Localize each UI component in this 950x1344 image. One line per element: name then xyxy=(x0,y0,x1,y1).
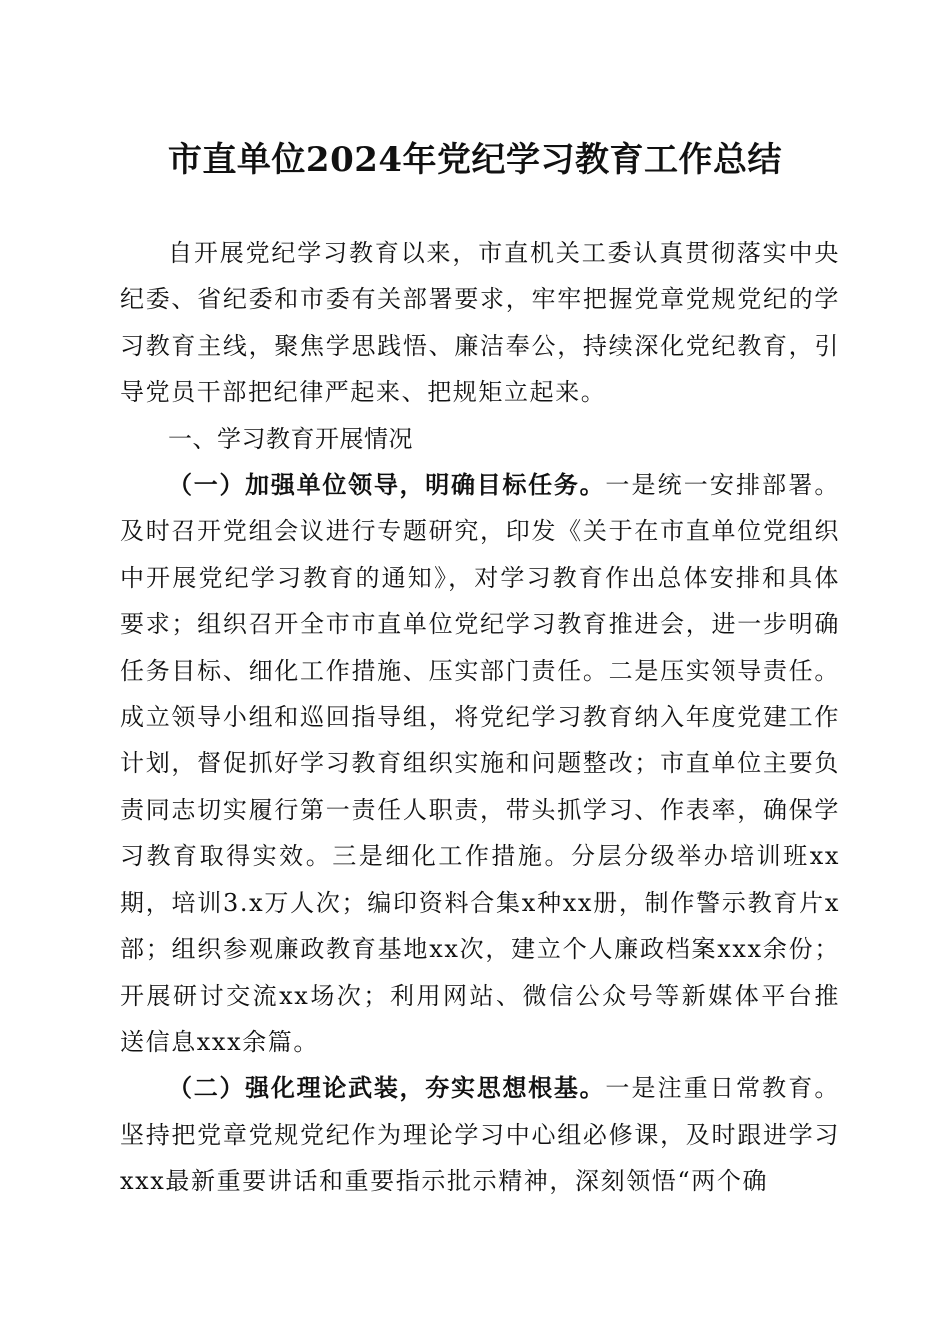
subsection-paragraph-1 xyxy=(120,462,840,1065)
subsection-lead-1: （一）加强单位领导，明确目标任务。 xyxy=(168,471,606,500)
subsection-text-1: 一是统一安排部署。及时召开党组会议进行专题研究，印发《关于在市直单位党组织中开展党纪学习教育的通知》，对学习教育作出总体安排和具体要求；组织召开全市市直单位党纪学习教育推进会，进一步明确任务目标、细化工作措施、压实部门责任。二是压实领导责任。成立领导小组和巡回指导组，将党纪学习教育纳入年度党建工作计划，督促抓好学习教育组织实施和问题整改；市直单位主要负责同志切实履行第一责任人职责，带头抓学习、作表率，确保学习教育取得实效。三是细化工作措施。分层分级举办培训班xx期，培训3.x万人次；编印资料合集x种xx册，制作警示教育片x部；组织参观廉政教育基地xx次，建立个人廉政档案xxx余份；开展研讨交流xx场次；利用网站、微信公众号等新媒体平台推送信息xxx余篇。 xyxy=(120,471,840,1056)
section-heading: 一、学习教育开展情况 xyxy=(168,424,413,453)
subsection-lead-2: （二）强化理论武装，夯实思想根基。 xyxy=(168,1074,606,1103)
subsection-text-2: 一是注重日常教育。坚持把党章党规党纪作为理论学习中心组必修课，及时跟进学习xxx最新重要讲话和重要指示批示精神，深刻领悟“两个确 xyxy=(120,1074,840,1196)
document-body xyxy=(120,230,840,1205)
intro-paragraph: 自开展党纪学习教育以来，市直机关工委认真贯彻落实中央纪委、省纪委和市委有关部署要求，牢牢把握党章党规党纪的学习教育主线，聚焦学思践悟、廉洁奉公，持续深化党纪教育，引导党员干部把纪律严起来、把规矩立起来。 xyxy=(120,239,840,407)
subsection-paragraph-2 xyxy=(120,1065,840,1204)
document-title: 市直单位2024年党纪学习教育工作总结 xyxy=(167,140,783,180)
